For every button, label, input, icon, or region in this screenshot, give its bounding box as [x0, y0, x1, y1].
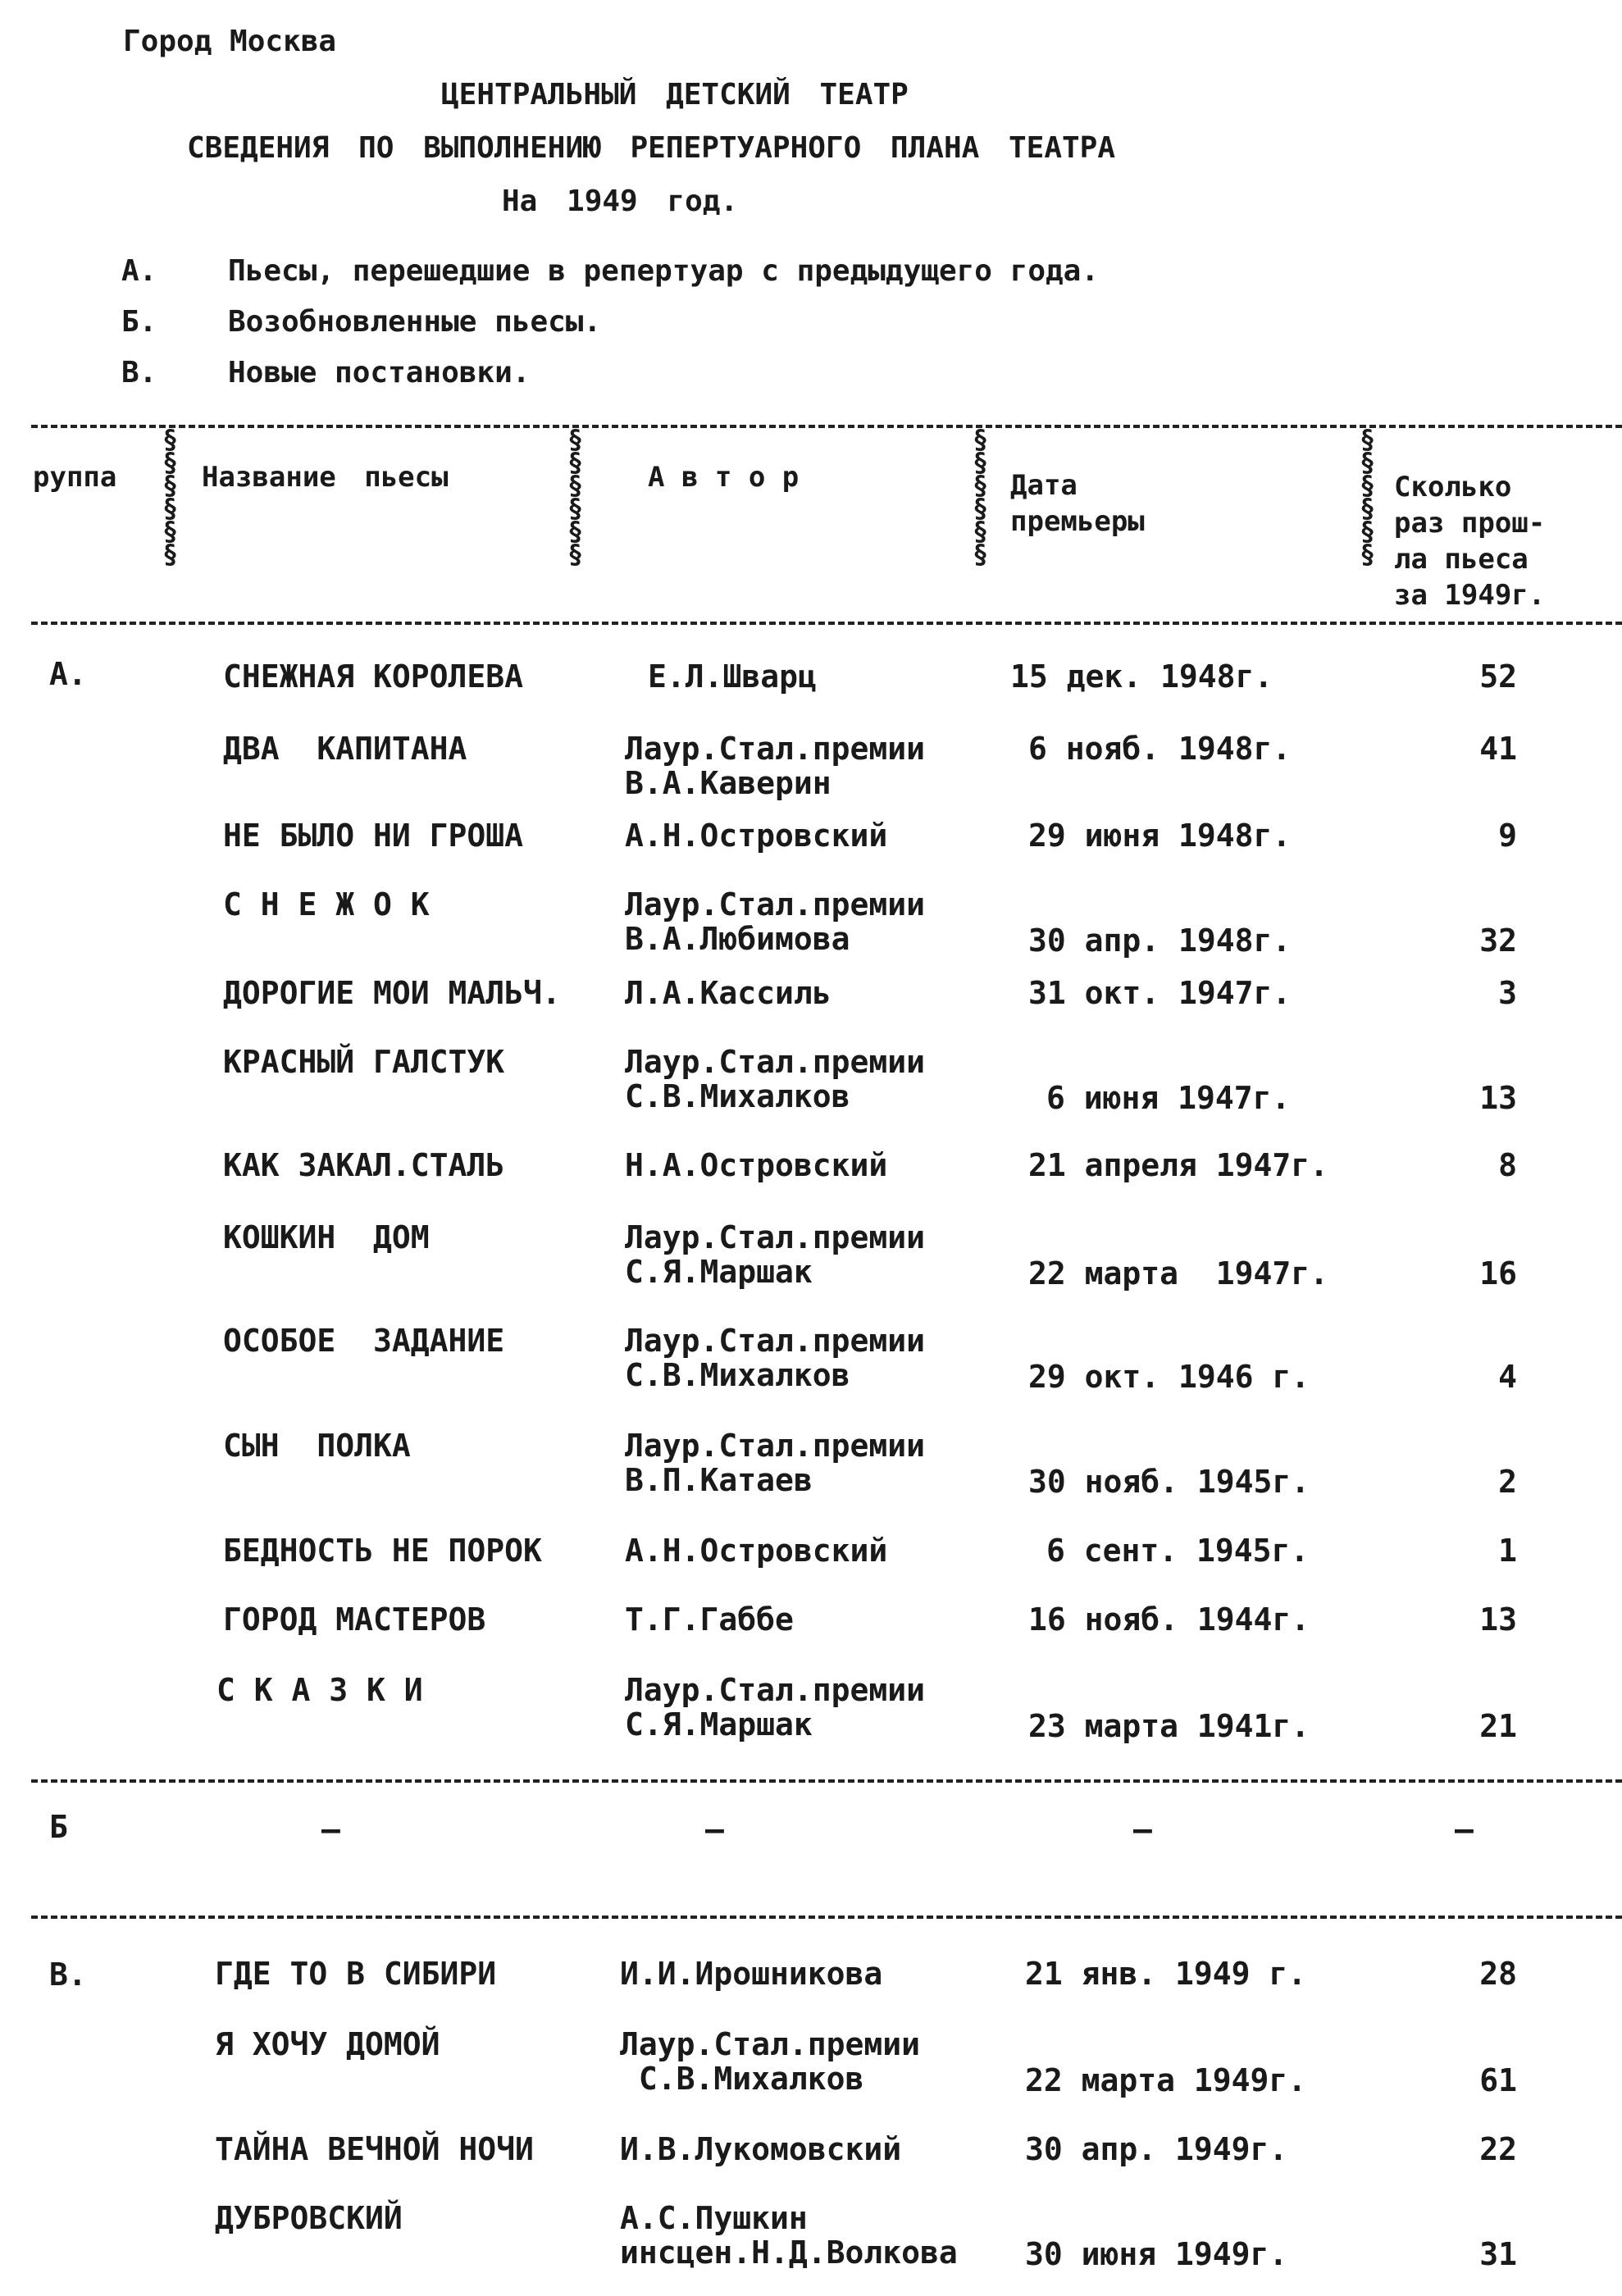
- premiere-date: 29 июня 1948г.: [1028, 818, 1292, 854]
- play-author: И.В.Лукомовский: [620, 2131, 902, 2167]
- premiere-date: 16 нояб. 1944г.: [1028, 1601, 1310, 1638]
- play-author: Лаур.Стал.премии В.А.Любимова: [625, 886, 926, 957]
- play-title: КАК ЗАКАЛ.СТАЛЬ: [223, 1147, 505, 1183]
- legend-key-a: А.: [121, 254, 157, 288]
- play-author: Лаур.Стал.премии С.В.Михалков: [625, 1323, 926, 1393]
- performance-count: 22: [1479, 2131, 1517, 2167]
- legend-key-b: Б.: [121, 305, 157, 339]
- legend-key-c: В.: [121, 356, 157, 390]
- group-label: А.: [49, 656, 87, 692]
- performance-count: 9: [1498, 818, 1517, 854]
- premiere-date: 31 окт. 1947г.: [1028, 975, 1292, 1011]
- col-header-group: руппа: [33, 461, 117, 494]
- performance-count: 8: [1498, 1147, 1517, 1183]
- play-title: ДОРОГИЕ МОИ МАЛЬЧ.: [223, 975, 561, 1011]
- group-rule: [31, 1779, 1622, 1783]
- column-separator: § § § § § §: [1360, 424, 1376, 570]
- premiere-date: 23 марта 1941г.: [1028, 1708, 1310, 1744]
- theatre-name: ЦЕНТРАЛЬНЫЙ ДЕТСКИЙ ТЕАТР: [441, 78, 909, 112]
- premiere-date: 6 сент. 1945г.: [1046, 1533, 1310, 1569]
- play-author: Н.А.Островский: [625, 1147, 888, 1183]
- premiere-date: 30 апр. 1948г.: [1028, 922, 1292, 959]
- premiere-date: 22 марта 1949г.: [1025, 2062, 1307, 2098]
- col-header-author: А в т о р: [648, 461, 800, 494]
- performance-count: 4: [1498, 1359, 1517, 1395]
- group-label: Б: [49, 1809, 68, 1845]
- legend-text-c: Новые постановки.: [228, 356, 531, 390]
- col-header-name: Название пьесы: [202, 461, 449, 494]
- performance-count: 52: [1479, 658, 1517, 695]
- play-title: ГОРОД МАСТЕРОВ: [223, 1601, 486, 1638]
- legend-text-a: Пьесы, перешедшие в репертуар с предыдущего года.: [228, 254, 1100, 288]
- play-title: Я ХОЧУ ДОМОЙ: [215, 2026, 440, 2062]
- play-title: ДУБРОВСКИЙ: [215, 2200, 403, 2236]
- performance-count: –: [1455, 1811, 1474, 1847]
- document-subject: СВЕДЕНИЯ ПО ВЫПОЛНЕНИЮ РЕПЕРТУАРНОГО ПЛАНА ТЕАТРА: [187, 131, 1116, 165]
- column-separator: § § § § § §: [567, 424, 584, 570]
- play-title: ДВА КАПИТАНА: [223, 731, 467, 767]
- performance-count: 31: [1479, 2236, 1517, 2272]
- play-author: Е.Л.Шварц: [648, 658, 817, 695]
- table-top-rule: [31, 425, 1622, 428]
- performance-count: 28: [1479, 1956, 1517, 1992]
- performance-count: 21: [1479, 1708, 1517, 1744]
- column-separator: § § § § § §: [973, 424, 989, 570]
- play-title: КОШКИН ДОМ: [223, 1219, 430, 1255]
- legend-text-b: Возобновленные пьесы.: [228, 305, 602, 339]
- performance-count: 41: [1479, 731, 1517, 767]
- table-header-rule: [31, 622, 1622, 625]
- col-header-count: Сколько раз прош- ла пьеса за 1949г.: [1394, 471, 1546, 612]
- performance-count: 13: [1479, 1601, 1517, 1638]
- premiere-date: 6 нояб. 1948г.: [1028, 731, 1292, 767]
- play-title: С К А З К И: [216, 1672, 423, 1708]
- premiere-date: 30 нояб. 1945г.: [1028, 1464, 1310, 1500]
- play-author: Лаур.Стал.премии С.Я.Маршак: [625, 1672, 926, 1742]
- premiere-date: 21 янв. 1949 г.: [1025, 1956, 1307, 1992]
- play-author: –: [705, 1811, 724, 1847]
- play-author: Лаур.Стал.премии В.А.Каверин: [625, 731, 926, 801]
- premiere-date: 15 дек. 1948г.: [1010, 658, 1273, 695]
- play-author: А.Н.Островский: [625, 818, 888, 854]
- play-author: И.И.Ирошникова: [620, 1956, 883, 1992]
- performance-count: 16: [1479, 1255, 1517, 1292]
- play-title: СНЕЖНАЯ КОРОЛЕВА: [223, 658, 524, 695]
- play-title: СЫН ПОЛКА: [223, 1428, 411, 1464]
- play-author: А.Н.Островский: [625, 1533, 888, 1569]
- premiere-date: 30 июня 1949г.: [1025, 2236, 1288, 2272]
- premiere-date: 21 апреля 1947г.: [1028, 1147, 1329, 1183]
- performance-count: 3: [1498, 975, 1517, 1011]
- play-title: БЕДНОСТЬ НЕ ПОРОК: [223, 1533, 542, 1569]
- premiere-date: 6 июня 1947г.: [1046, 1080, 1291, 1116]
- play-author: Лаур.Стал.премии В.П.Катаев: [625, 1428, 926, 1498]
- premiere-date: –: [1133, 1811, 1152, 1847]
- premiere-date: 29 окт. 1946 г.: [1028, 1359, 1310, 1395]
- performance-count: 13: [1479, 1080, 1517, 1116]
- play-title: НЕ БЫЛО НИ ГРОША: [223, 818, 524, 854]
- play-author: А.С.Пушкин инсцен.Н.Д.Волкова: [620, 2200, 958, 2271]
- city-line: Город Москва: [123, 25, 337, 58]
- premiere-date: 22 марта 1947г.: [1028, 1255, 1329, 1292]
- play-title: –: [321, 1811, 340, 1847]
- performance-count: 2: [1498, 1464, 1517, 1500]
- performance-count: 32: [1479, 922, 1517, 959]
- play-title: С Н Е Ж О К: [223, 886, 430, 922]
- year-line: На 1949 год.: [502, 184, 739, 218]
- play-title: ТАЙНА ВЕЧНОЙ НОЧИ: [215, 2131, 534, 2167]
- premiere-date: 30 апр. 1949г.: [1025, 2131, 1288, 2167]
- play-author: Т.Г.Габбе: [625, 1601, 794, 1638]
- play-author: Лаур.Стал.премии С.В.Михалков: [625, 1044, 926, 1114]
- play-author: Лаур.Стал.премии С.Я.Маршак: [625, 1219, 926, 1290]
- group-rule: [31, 1916, 1622, 1919]
- performance-count: 1: [1498, 1533, 1517, 1569]
- group-label: В.: [49, 1957, 87, 1993]
- play-author: Лаур.Стал.премии С.В.Михалков: [620, 2026, 921, 2097]
- play-title: ОСОБОЕ ЗАДАНИЕ: [223, 1323, 505, 1359]
- performance-count: 61: [1479, 2062, 1517, 2098]
- play-author: Л.А.Кассиль: [625, 975, 832, 1011]
- play-title: КРАСНЫЙ ГАЛСТУК: [223, 1044, 505, 1080]
- column-separator: § § § § § §: [162, 424, 179, 570]
- play-title: ГДЕ ТО В СИБИРИ: [215, 1956, 497, 1992]
- col-header-date: Дата премьеры: [1010, 469, 1145, 538]
